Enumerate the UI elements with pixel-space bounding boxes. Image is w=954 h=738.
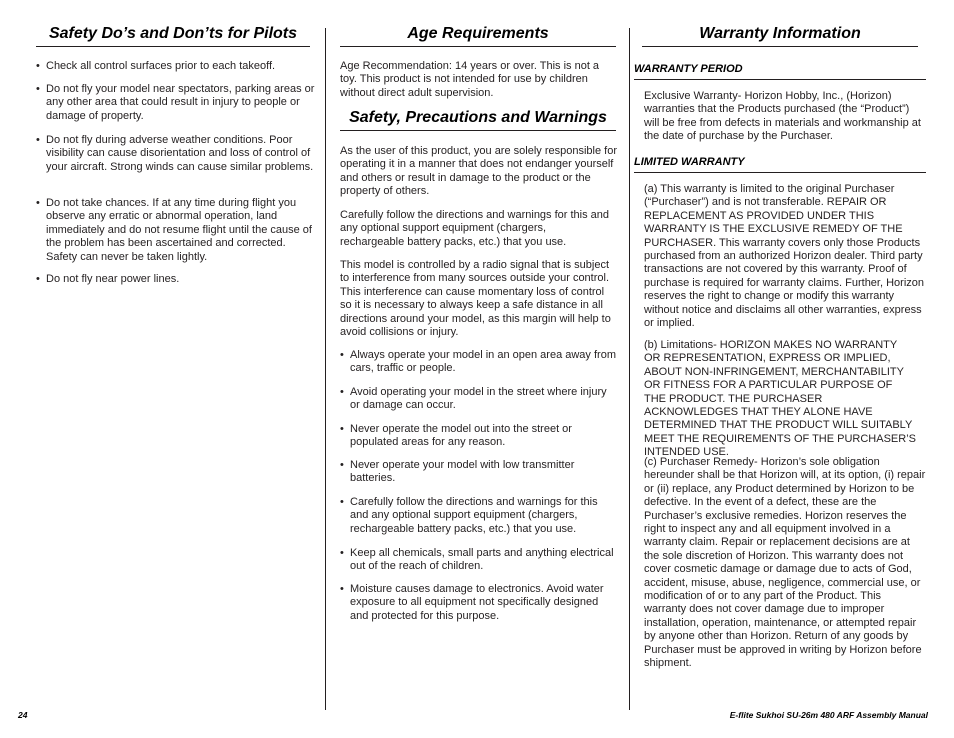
column-divider <box>325 28 326 710</box>
bullet-text: Always operate your model in an open area away from cars, traffic or people. <box>350 349 616 375</box>
manual-title: E-flite Sukhoi SU-26m 480 ARF Assembly Manual <box>729 710 928 720</box>
directions-paragraph: Carefully follow the directions and warnings for this and any optional support equipment (chargers, rechargeable battery packs, etc.) that you use. <box>340 209 610 248</box>
bullet-text: Never operate the model out into the street or populated areas for any reason. <box>350 423 572 449</box>
list-item: • Keep all chemicals, small parts and anything electrical out of the reach of children. <box>340 547 614 573</box>
safety-dos-donts-heading: Safety Do’s and Don’ts for Pilots <box>36 24 310 47</box>
age-requirements-heading: Age Requirements <box>340 24 616 47</box>
bullet-text: Carefully follow the directions and warnings for this and any optional support equipment (chargers, rechargeable battery packs, etc.) that you use. <box>350 496 598 535</box>
list-item: • Always operate your model in an open area away from cars, traffic or people. <box>340 349 616 375</box>
list-item: • Do not fly near power lines. <box>36 273 180 285</box>
warranty-period-heading: WARRANTY PERIOD <box>634 62 926 80</box>
bullet-text: Never operate your model with low transmitter batteries. <box>350 459 575 485</box>
list-item: • Do not fly your model near spectators, parking areas or any other area that could result in injury to people or damage of property. <box>36 83 315 122</box>
bullet-text: Do not take chances. If at any time during flight you observe any erratic or abnormal operation, land immediately and do not resume flight until the cause of the problem has been ascertained and corrected. Safety can never be taken lightly. <box>46 197 312 263</box>
bullet-text: Do not fly during adverse weather conditions. Poor visibility can cause disorientation and loss of control of your aircraft. Strong winds can cause similar problems. <box>46 134 314 173</box>
page-number: 24 <box>18 710 28 720</box>
bullet-text: Do not fly your model near spectators, parking areas or any other area that could result in injury to people or damage of property. <box>46 83 315 122</box>
list-item: • Avoid operating your model in the street where injury or damage can occur. <box>340 386 607 412</box>
limited-warranty-b: (b) Limitations- HORIZON MAKES NO WARRANTY OR REPRESENTATION, EXPRESS OR IMPLIED, ABOUT NON-INFRINGEMENT, MERCHANTABILITY OR FITNESS FOR A PARTICULAR PURPOSE OF THE PRODUCT. THE PURCHASER ACKNOWLEDGES THAT THEY ALONE HAVE DETERMINED THAT THE PRODUCT WILL SUITABLY MEET THE REQUIREMENTS OF THE PURCHASER’S INTENDED USE. <box>644 339 916 459</box>
list-item: • Never operate your model with low transmitter batteries. <box>340 459 575 485</box>
bullet-text: Avoid operating your model in the street where injury or damage can occur. <box>350 386 607 412</box>
list-item: • Carefully follow the directions and warnings for this and any optional support equipment (chargers, rechargeable battery packs, etc.) that you use. <box>340 496 598 535</box>
warranty-period-text: Exclusive Warranty- Horizon Hobby, Inc., (Horizon) warranties that the Products purchased (the “Product”) will be free from defects in materials and workmanship at the date of purchase by the Purchaser. <box>644 90 921 143</box>
list-item: • Do not fly during adverse weather conditions. Poor visibility can cause disorientation and loss of control of your aircraft. Strong winds can cause similar problems. <box>36 134 314 173</box>
safety-precautions-heading: Safety, Precautions and Warnings <box>340 108 616 131</box>
limited-warranty-c: (c) Purchaser Remedy- Horizon’s sole obligation hereunder shall be that Horizon will, at its option, (i) repair or (ii) replace, any Product determined by Horizon to be defective. In the event of a defect, these are the Purchaser’s exclusive remedies. Horizon reserves the right to inspect any and all equipment involved in a warranty claim. Repair or replacement decisions are at the sole discretion of Horizon. This warranty does not cover cosmetic damage or damage due to acts of God, accident, misuse, abuse, negligence, commercial use, or modification of or to any part of the Product. This warranty does not cover damage due to improper installation, operation, maintenance, or attempted repair by anyone other than Horizon. Return of any goods by Purchaser must be approved in writing by Horizon before shipment. <box>644 456 926 670</box>
bullet-text: Check all control surfaces prior to each takeoff. <box>46 60 276 72</box>
bullet-text: Keep all chemicals, small parts and anything electrical out of the reach of children. <box>350 547 614 573</box>
age-recommendation-text: Age Recommendation: 14 years or over. This is not a toy. This product is not intended for use by children without direct adult supervision. <box>340 60 600 99</box>
list-item: • Check all control surfaces prior to each takeoff. <box>36 60 276 72</box>
radio-interference-paragraph: This model is controlled by a radio signal that is subject to interference from many sources outside your control. This interference can cause momentary loss of control so it is necessary to always keep a safe distance in all directions around your model, as this margin will help to avoid collisions or injury. <box>340 259 611 339</box>
limited-warranty-a: (a) This warranty is limited to the original Purchaser (“Purchaser”) and is not transferable. REPAIR OR REPLACEMENT AS PROVIDED UNDER THIS WARRANTY IS THE EXCLUSIVE REMEDY OF THE PURCHASER. This warranty covers only those Products purchased from an authorized Horizon dealer. Third party transactions are not covered by this warranty. Proof of purchase is required for warranty claims. Further, Horizon reserves the right to change or modify this warranty without notice and disclaims all other warranties, express or implied. <box>644 183 924 330</box>
responsibility-paragraph: As the user of this product, you are solely responsible for operating it in a manner that does not endanger yourself and others or result in damage to the product or the property of others. <box>340 145 617 198</box>
list-item: • Moisture causes damage to electronics. Avoid water exposure to all equipment not specifically designed and protected for this purpose. <box>340 583 604 622</box>
list-item: • Never operate the model out into the street or populated areas for any reason. <box>340 423 572 449</box>
bullet-text: Moisture causes damage to electronics. Avoid water exposure to all equipment not specifically designed and protected for this purpose. <box>350 583 604 622</box>
list-item: • Do not take chances. If at any time during flight you observe any erratic or abnormal operation, land immediately and do not resume flight until the cause of the problem has been ascertained and corrected. Safety can never be taken lightly. <box>36 197 312 263</box>
limited-warranty-heading: LIMITED WARRANTY <box>634 155 926 173</box>
warranty-information-heading: Warranty Information <box>642 24 918 47</box>
bullet-text: Do not fly near power lines. <box>46 273 180 285</box>
column-divider <box>629 28 630 710</box>
